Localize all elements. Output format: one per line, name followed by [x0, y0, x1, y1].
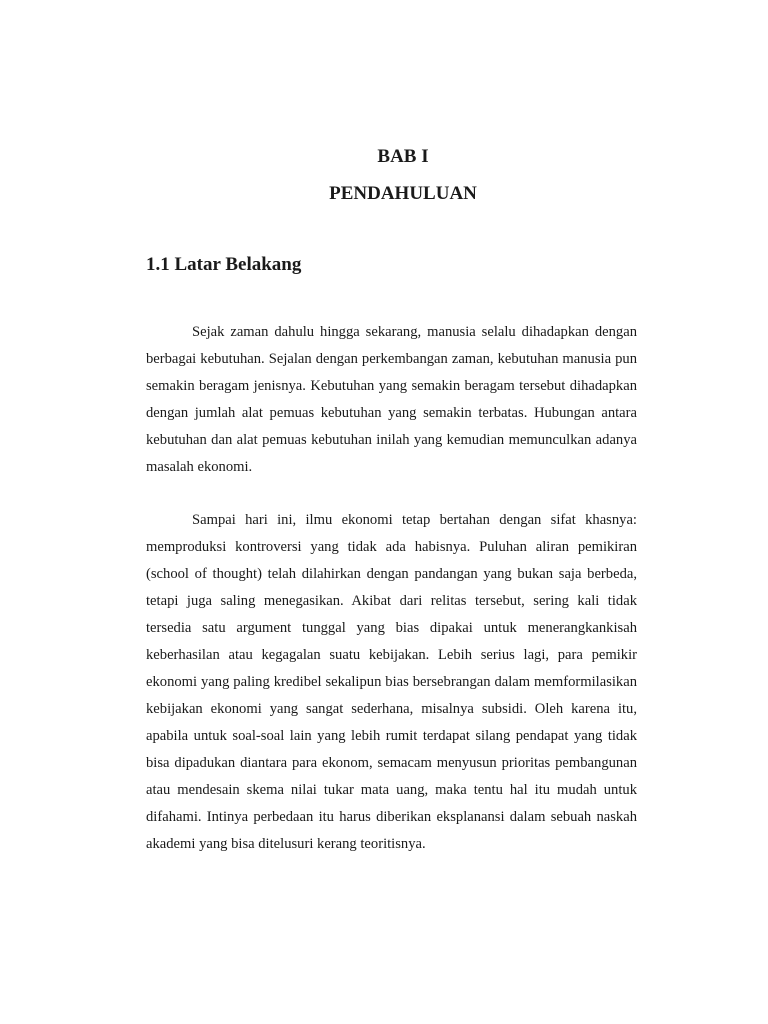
paragraph-2: Sampai hari ini, ilmu ekonomi tetap bertahan dengan sifat khasnya: memproduksi kontroversi yang tidak ada habisnya. Puluhan aliran pemikiran (school of thought) telah dilahirkan dengan pandangan yang bukan saja berbeda, tetapi juga saling menegasikan. Akibat dari relitas tersebut, sering kali tidak tersedia satu argument tunggal yang bias dipakai untuk menerangkankisah keberhasilan atau kegagalan suatu kebijakan. Lebih serius lagi, para pemikir ekonomi yang paling kredibel sekalipun bias bersebrangan dalam memformilasikan kebijakan ekonomi yang sangat sederhana, misalnya subsidi. Oleh karena itu, apabila untuk soal-soal lain yang lebih rumit terdapat silang pendapat yang tidak bisa dipadukan diantara para ekonom, semacam menyusun prioritas pembangunan atau mendesain skema nilai tukar mata uang, maka tentu hal itu mudah untuk difahami. Intinya perbedaan itu harus diberikan eksplanansi dalam sebuah naskah akademi yang bisa ditelusuri kerang teoritisnya.: [146, 512, 637, 852]
section-heading: 1.1 Latar Belakang: [146, 254, 302, 275]
paragraph-1: Sejak zaman dahulu hingga sekarang, manusia selalu dihadapkan dengan berbagai kebutuhan. Sejalan dengan perkembangan zaman, kebutuhan manusia pun semakin beragam jenisnya. Kebutuhan yang semakin beragam tersebut dihadapkan dengan jumlah alat pemuas kebutuhan yang semakin terbatas. Hubungan antara kebutuhan dan alat pemuas kebutuhan inilah yang kemudian memunculkan adanya masalah ekonomi.: [146, 324, 637, 475]
chapter-title: PENDAHULUAN: [329, 183, 477, 204]
chapter-number: BAB I: [377, 146, 429, 167]
